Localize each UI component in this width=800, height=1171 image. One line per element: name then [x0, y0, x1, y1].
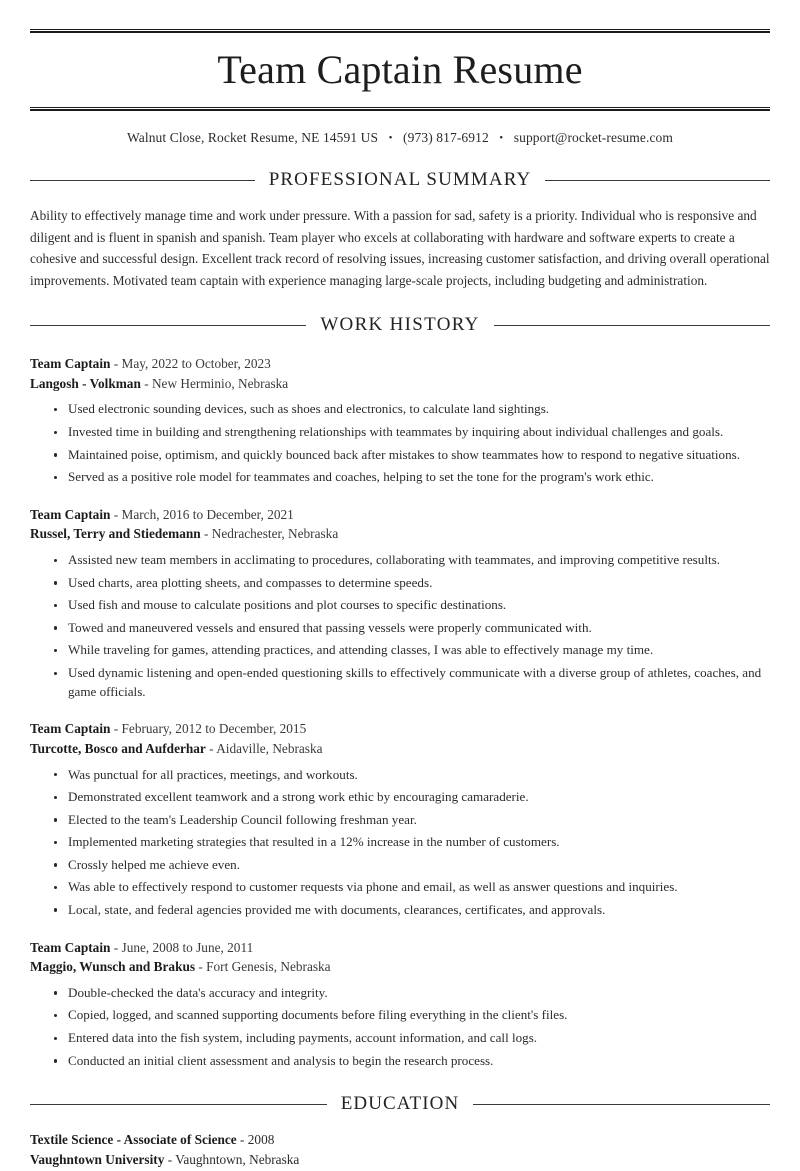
job-dash: -	[113, 939, 119, 955]
list-item: Used electronic sounding devices, such as shoes and electronics, to calculate land sightings.	[52, 400, 770, 419]
list-item: Copied, logged, and scanned supporting documents before filing everything in the client's files.	[52, 1006, 770, 1025]
job-bullet-list	[30, 551, 770, 701]
job-dash: -	[113, 506, 119, 522]
education-dash: -	[240, 1132, 245, 1148]
list-item: Double-checked the data's accuracy and integrity.	[52, 984, 770, 1003]
professional-summary-text: Ability to effectively manage time and work under pressure. With a passion for sad, safety is a priority. Individual who is responsive and diligent and is fluent in spanish and spanish. Team player who excels at collaborating with hardware and software experts to create a cohesive and successful design. Excellent track record of resolving issues, increasing customer satisfaction, and driving overall operational improvements. Motivated team captain with experience managing large-scale projects, including budgeting and administration.	[30, 208, 770, 288]
education-school-line	[30, 1150, 770, 1170]
education-location: Vaughntown, Nebraska	[175, 1152, 300, 1168]
job-dates: May, 2022 to October, 2023	[121, 356, 271, 372]
education-dash: -	[167, 1152, 173, 1168]
job-dash: -	[198, 959, 203, 975]
list-item: Conducted an initial client assessment and analysis to begin the research process.	[52, 1052, 770, 1071]
job-location: Fort Genesis, Nebraska	[206, 959, 331, 975]
job-title: Team Captain	[30, 356, 111, 372]
resume-header	[30, 29, 770, 146]
contact-separator-1: •	[388, 131, 393, 144]
list-item: Was able to effectively respond to customer requests via phone and email, as well as answer questions and inquiries.	[52, 878, 770, 897]
job-title-line	[30, 719, 770, 739]
job-company-line	[30, 957, 770, 977]
job-location: Nedrachester, Nebraska	[211, 526, 339, 542]
job-bullet-list	[30, 984, 770, 1070]
job-company: Maggio, Wunsch and Brakus	[30, 959, 196, 975]
job-dash: -	[113, 356, 119, 372]
work-history-entry	[30, 938, 770, 1071]
resume-page	[0, 29, 800, 1168]
job-dates: February, 2012 to December, 2015	[121, 721, 307, 737]
contact-separator-2: •	[499, 131, 504, 144]
contact-email[interactable]: support@rocket-resume.com	[513, 130, 673, 145]
header-top-rule	[30, 29, 770, 33]
job-title: Team Captain	[30, 721, 111, 737]
list-item: Local, state, and federal agencies provided me with documents, clearances, certificates, and approvals.	[52, 901, 770, 920]
list-item: Entered data into the fish system, including payments, account information, and call logs.	[52, 1029, 770, 1048]
page-title: Team Captain Resume	[217, 47, 583, 92]
heading-rule-left	[30, 180, 255, 181]
section-heading-education	[30, 1093, 770, 1115]
job-dash: -	[204, 526, 209, 542]
job-company-line	[30, 524, 770, 544]
heading-rule-right	[494, 325, 770, 326]
job-company-line	[30, 739, 770, 759]
list-item: Implemented marketing strategies that resulted in a 12% increase in the number of customers.	[52, 833, 770, 852]
job-dash: -	[113, 721, 119, 737]
list-item: Elected to the team's Leadership Council following freshman year.	[52, 811, 770, 830]
job-dates: March, 2016 to December, 2021	[121, 506, 294, 522]
heading-rule-right	[545, 180, 770, 181]
section-heading-work-history	[30, 314, 770, 336]
list-item: Assisted new team members in acclimating to procedures, collaborating with teammates, and improving competitive results.	[52, 551, 770, 570]
education-degree: Textile Science - Associate of Science	[30, 1132, 237, 1148]
list-item: Crossly helped me achieve even.	[52, 856, 770, 875]
list-item: Demonstrated excellent teamwork and a strong work ethic by encouraging camaraderie.	[52, 788, 770, 807]
section-title: EDUCATION	[340, 1093, 460, 1115]
section-title: WORK HISTORY	[320, 314, 480, 336]
list-item: Invested time in building and strengthening relationships with teammates by inquiring about individual challenges and goals.	[52, 423, 770, 442]
job-company: Turcotte, Bosco and Aufderhar	[30, 740, 206, 756]
list-item: Used dynamic listening and open-ended questioning skills to effectively communicate with a diverse group of athletes, coaches, and game officials.	[52, 664, 770, 701]
list-item: Was punctual for all practices, meetings, and workouts.	[52, 766, 770, 785]
job-company: Langosh - Volkman	[30, 375, 141, 391]
job-location: New Herminio, Nebraska	[151, 375, 289, 391]
work-history-entry	[30, 354, 770, 487]
list-item: Served as a positive role model for teammates and coaches, helping to set the tone for the program's work ethic.	[52, 468, 770, 487]
work-history-entry	[30, 505, 770, 701]
list-item: Towed and maneuvered vessels and ensured that passing vessels were properly communicated with.	[52, 619, 770, 638]
section-title: PROFESSIONAL SUMMARY	[268, 169, 532, 190]
job-dash: -	[144, 375, 149, 391]
list-item: While traveling for games, attending practices, and attending classes, I was able to effectively manage my time.	[52, 641, 770, 660]
job-dash: -	[209, 740, 214, 756]
work-history-entry	[30, 719, 770, 919]
list-item: Used fish and mouse to calculate positions and plot courses to specific destinations.	[52, 596, 770, 615]
job-title-line	[30, 505, 770, 525]
heading-rule-left	[30, 325, 306, 326]
job-title: Team Captain	[30, 506, 111, 522]
job-bullet-list	[30, 766, 770, 920]
contact-address: Walnut Close, Rocket Resume, NE 14591 US	[126, 130, 379, 145]
job-title-line	[30, 938, 770, 958]
job-title-line	[30, 354, 770, 374]
education-degree-line	[30, 1130, 770, 1150]
job-bullet-list	[30, 400, 770, 486]
job-title: Team Captain	[30, 939, 111, 955]
header-bottom-rule	[30, 107, 770, 111]
education-school: Vaughntown University	[30, 1152, 165, 1168]
list-item: Maintained poise, optimism, and quickly bounced back after mistakes to show teammates how to respond to negative situations.	[52, 446, 770, 465]
education-year: 2008	[247, 1132, 275, 1148]
education-entry	[30, 1130, 770, 1170]
job-company: Russel, Terry and Stiedemann	[30, 526, 201, 542]
job-location: Aidaville, Nebraska	[216, 740, 323, 756]
contact-phone[interactable]: (973) 817-6912	[403, 130, 489, 145]
section-heading-professional-summary	[30, 169, 770, 191]
contact-line	[30, 111, 770, 146]
job-company-line	[30, 374, 770, 394]
heading-rule-left	[30, 1104, 327, 1105]
heading-rule-right	[473, 1104, 770, 1105]
list-item: Used charts, area plotting sheets, and compasses to determine speeds.	[52, 574, 770, 593]
job-dates: June, 2008 to June, 2011	[121, 939, 254, 955]
